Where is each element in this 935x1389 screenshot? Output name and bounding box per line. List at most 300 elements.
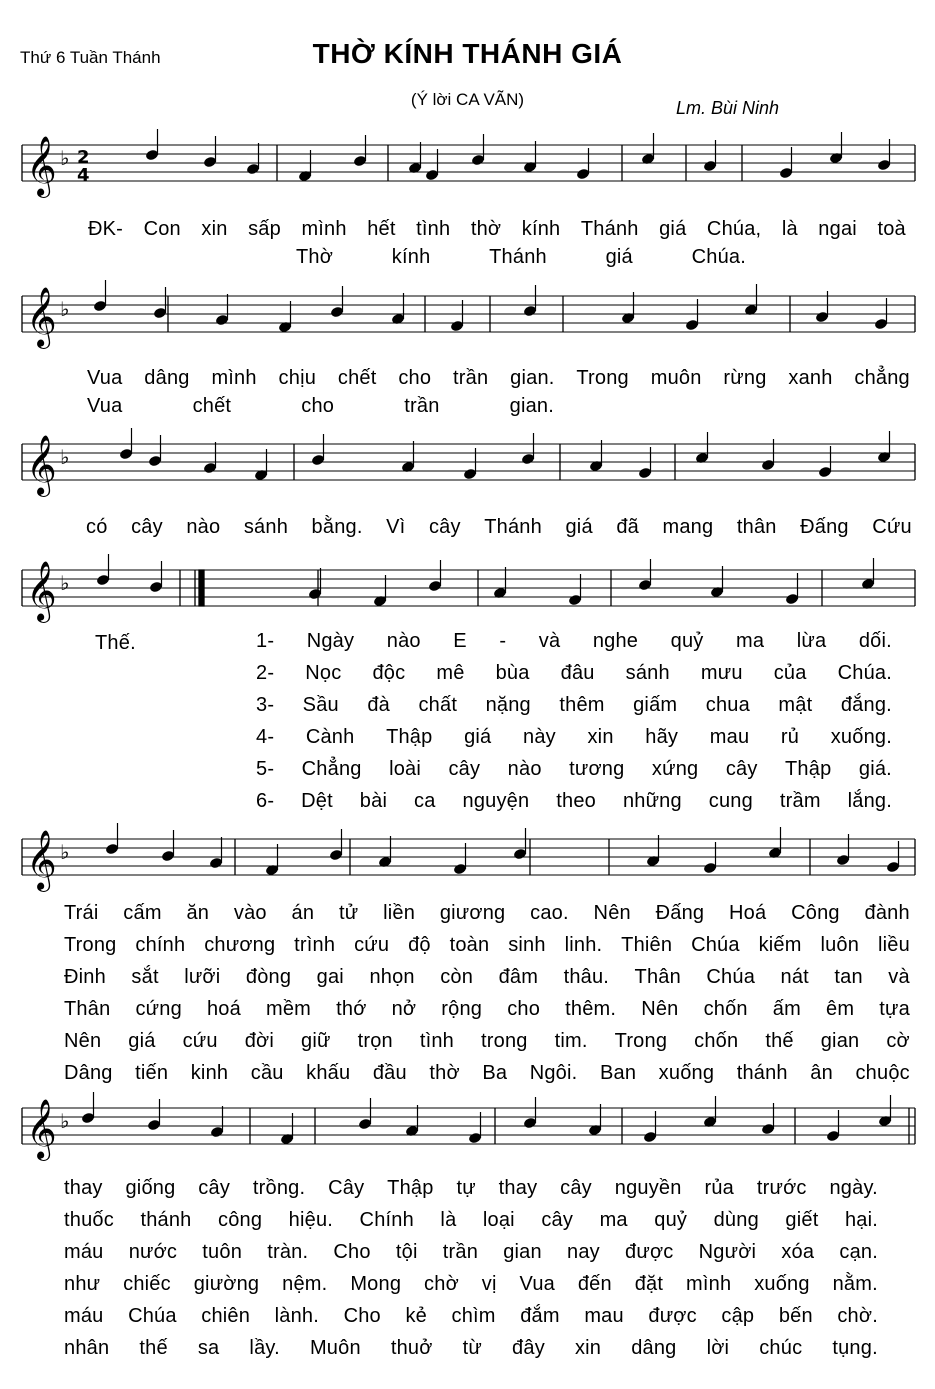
lyric-syllable: mình [686, 1273, 732, 1295]
treble-clef-icon: 𝄞 [26, 287, 57, 347]
lyric-syllable: gian [503, 1241, 542, 1263]
lyric-syllable: nhân [64, 1337, 110, 1359]
lyric-syllable: sa [197, 1337, 220, 1359]
lyric-syllable: đời [244, 1030, 275, 1052]
lyric-syllable: bằng. [311, 516, 363, 538]
lyric-syllable: ca [414, 790, 436, 812]
lyric-syllable: mềm [266, 998, 312, 1020]
lyric-syllable: xin [587, 726, 614, 748]
lyric-syllable: 2- [256, 662, 275, 684]
occasion-label: Thứ 6 Tuần Thánh [20, 48, 161, 67]
lyric-syllable: trần [442, 1241, 479, 1263]
lyric-syllable: Ban [599, 1062, 637, 1084]
lyric-syllable: chất [418, 694, 458, 716]
lyric-syllable: sấp [248, 218, 281, 240]
lyric-syllable: mê [436, 662, 465, 684]
lyric-syllable: Nên [593, 902, 631, 924]
lyric-syllable: trong [481, 1030, 528, 1052]
lyric-syllable: Cứu [872, 516, 912, 538]
lyric-syllable: đắm [520, 1305, 560, 1327]
lyric-syllable: thế [139, 1337, 168, 1359]
lyric-syllable: tựa [879, 998, 910, 1020]
lyric-syllable: Thập [386, 726, 433, 748]
lyric-syllable: thuốc [64, 1209, 114, 1231]
lyric-syllable: của [773, 662, 807, 684]
verse-line-b-6 [64, 1062, 910, 1085]
lyric-syllable: xứng [651, 758, 699, 780]
lyric-syllable: dùng [713, 1209, 759, 1231]
lyric-syllable: giá [565, 516, 593, 538]
lyric-syllable: Thánh [489, 246, 547, 268]
lyric-syllable: thêm [559, 694, 605, 716]
verse-line-a-4 [256, 726, 892, 749]
lyric-syllable: dâng [144, 367, 190, 389]
lyric-syllable: gian [820, 1030, 860, 1052]
lyric-syllable: chờ [424, 1273, 459, 1295]
lyric-syllable: thuở [390, 1337, 433, 1359]
verse-line-a-5 [256, 758, 892, 781]
lyric-syllable: thay [498, 1177, 538, 1199]
lyric-syllable: bến [778, 1305, 813, 1327]
lyric-syllable: toàn [449, 934, 490, 956]
lyric-syllable: nguyện [462, 790, 530, 812]
lyric-syllable: xuống [754, 1273, 810, 1295]
lyric-syllable: êm [826, 998, 855, 1020]
lyric-refrain-2b [87, 395, 554, 418]
lyric-syllable: Mong [350, 1273, 402, 1295]
lyric-syllable: Chẳng [301, 758, 362, 780]
lyric-syllable: chuộc [855, 1062, 910, 1084]
lyric-syllable: Chúa [128, 1305, 177, 1327]
lyric-syllable: thánh [140, 1209, 192, 1231]
lyric-syllable: Trong [64, 934, 117, 956]
lyric-syllable: theo [556, 790, 596, 812]
thick-barline [199, 570, 204, 606]
lyric-syllable: Dệt [301, 790, 333, 812]
verse-line-b-4 [64, 998, 910, 1021]
lyric-syllable: cây [428, 516, 461, 538]
lyric-syllable: Chúa. [691, 246, 746, 268]
lyric-syllable: Vua [87, 395, 123, 417]
lyric-syllable: kẻ [405, 1305, 427, 1327]
lyric-syllable: mang [662, 516, 714, 538]
treble-clef-icon: 𝄞 [26, 561, 57, 621]
lyric-syllable: Chúa [691, 934, 740, 956]
lyric-syllable: toà [877, 218, 906, 240]
lyric-syllable: giá [605, 246, 633, 268]
lyric-syllable: cứu [182, 1030, 218, 1052]
time-signature-top: 2 [77, 147, 90, 168]
lyric-syllable: nằm. [832, 1273, 878, 1295]
lyric-syllable: 1- [256, 630, 275, 652]
lyric-syllable: này [523, 726, 556, 748]
lyric-syllable: tử [338, 902, 359, 924]
verse-line-b-5 [64, 1030, 910, 1053]
lyric-syllable: nước [128, 1241, 178, 1263]
lyric-syllable: đến [577, 1273, 612, 1295]
lyric-syllable: giá [464, 726, 492, 748]
lyric-syllable: còn [440, 966, 474, 988]
lyric-syllable: Thờ [296, 246, 334, 268]
lyric-syllable: sắt [131, 966, 159, 988]
lyric-syllable: là [781, 218, 798, 240]
lyric-syllable: Vua [519, 1273, 555, 1295]
lyric-syllable: Thánh [580, 218, 639, 240]
lyric-syllable: ấm [772, 998, 801, 1020]
lyric-syllable: lừa [796, 630, 827, 652]
flat-key-signature-icon: ♭ [60, 146, 70, 170]
lyric-syllable: 4- [256, 726, 275, 748]
lyric-syllable: Muôn [309, 1337, 361, 1359]
lyric-syllable: cho [507, 998, 541, 1020]
verse-line-c-6 [64, 1337, 878, 1360]
verse-line-a-2 [256, 662, 892, 685]
lyric-syllable: nệm. [282, 1273, 328, 1295]
lyric-syllable: Thập [785, 758, 832, 780]
verse-line-c-1 [64, 1177, 878, 1200]
lyric-syllable: chết [337, 367, 377, 389]
lyric-syllable: thâu. [563, 966, 610, 988]
flat-key-signature-icon: ♭ [60, 445, 70, 469]
lyric-syllable: Ngày [306, 630, 355, 652]
lyric-syllable: ma [736, 630, 765, 652]
lyric-syllable: tương [569, 758, 625, 780]
lyric-syllable: Ngôi. [529, 1062, 578, 1084]
lyric-syllable: Chúa. [837, 662, 892, 684]
lyric-syllable: bùa [495, 662, 530, 684]
lyric-syllable: chúc [759, 1337, 803, 1359]
lyric-syllable: Nọc [305, 662, 342, 684]
lyric-syllable: cầu [250, 1062, 284, 1084]
verse-line-a-1 [256, 630, 892, 653]
lyric-syllable: nghe [592, 630, 639, 652]
lyric-syllable: Đấng [800, 516, 849, 538]
lyric-syllable: tim. [554, 1030, 588, 1052]
lyric-syllable: đâu [560, 662, 595, 684]
lyric-syllable: quỷ [670, 630, 704, 652]
verse-line-b-1 [64, 902, 910, 925]
lyric-syllable: là [440, 1209, 457, 1231]
lyric-syllable: chịu [278, 367, 317, 389]
lyric-syllable: tràn. [267, 1241, 309, 1263]
lyric-syllable: Con [143, 218, 181, 240]
lyric-syllable: linh. [564, 934, 603, 956]
flat-key-signature-icon: ♭ [60, 1109, 70, 1133]
lyric-syllable: muôn [650, 367, 702, 389]
lyric-syllable: dâng [631, 1337, 677, 1359]
lyric-syllable: những [622, 790, 682, 812]
lyric-syllable: 5- [256, 758, 275, 780]
lyric-syllable: ân [810, 1062, 833, 1084]
lyric-syllable: Trái [64, 902, 99, 924]
lyric-syllable: ĐK- [88, 218, 124, 240]
lyric-syllable: hiệu. [288, 1209, 334, 1231]
lyric-syllable: thế [765, 1030, 794, 1052]
lyric-syllable: chiếc [123, 1273, 171, 1295]
verse-line-c-5 [64, 1305, 878, 1328]
lyric-syllable: cây [725, 758, 758, 780]
lyric-syllable: hãy [645, 726, 679, 748]
lyric-syllable: Cành [305, 726, 355, 748]
lyric-syllable: giá [659, 218, 687, 240]
lyric-syllable: thánh [736, 1062, 788, 1084]
lyric-syllable: cập [721, 1305, 755, 1327]
lyric-syllable: cao. [530, 902, 569, 924]
lyric-syllable: trình [294, 934, 336, 956]
lyric-syllable: thờ [470, 218, 502, 240]
lyric-syllable: và [538, 630, 561, 652]
lyric-syllable: xóa [781, 1241, 815, 1263]
lyric-syllable: giường [193, 1273, 260, 1295]
lyric-syllable: đầu [372, 1062, 407, 1084]
verse-line-c-4 [64, 1273, 878, 1296]
lyric-syllable: Chúa, [706, 218, 762, 240]
lyric-syllable: trầm [779, 790, 821, 812]
lyric-syllable: loại [482, 1209, 515, 1231]
lyric-syllable: rủ [780, 726, 800, 748]
lyric-syllable: mật [778, 694, 813, 716]
lyric-syllable: chết [192, 395, 232, 417]
flat-key-signature-icon: ♭ [60, 840, 70, 864]
lyric-syllable: Vì [386, 516, 406, 538]
lyric-syllable: cứng [135, 998, 182, 1020]
lyric-syllable: tụng. [832, 1337, 878, 1359]
lyric-syllable: trồng. [252, 1177, 306, 1199]
lyric-syllable: mau [709, 726, 750, 748]
lyric-syllable: tiến [135, 1062, 169, 1084]
lyric-syllable: vị [481, 1273, 497, 1295]
lyric-syllable: đâm [498, 966, 539, 988]
lyric-syllable: ăn [186, 902, 210, 924]
lyric-syllable: độ [408, 934, 431, 956]
lyric-syllable: độc [372, 662, 406, 684]
lyric-syllable: Nên [64, 1030, 102, 1052]
lyric-syllable: dối. [858, 630, 892, 652]
lyric-syllable: Trong [614, 1030, 668, 1052]
lyric-syllable: thêm. [565, 998, 617, 1020]
song-subtitle: (Ý lời CA VÃN) [410, 90, 525, 109]
lyric-syllable: cứu [354, 934, 390, 956]
lyric-syllable: cho [301, 395, 335, 417]
lyric-syllable: chiên [201, 1305, 251, 1327]
lyric-syllable: sánh [625, 662, 670, 684]
lyric-syllable: Nên [641, 998, 679, 1020]
lyric-syllable: thân [736, 516, 777, 538]
lyric-syllable: nay [567, 1241, 600, 1263]
verse-line-c-3 [64, 1241, 878, 1264]
lyric-syllable: Chúa [706, 966, 756, 988]
lyric-syllable: 6- [256, 790, 275, 812]
lyric-syllable: liền [383, 902, 416, 924]
lyric-syllable: giá. [858, 758, 892, 780]
lyric-syllable: trọn [357, 1030, 393, 1052]
lyric-syllable: Người [698, 1241, 757, 1263]
lyric-syllable: nào [386, 630, 421, 652]
lyric-syllable: Cho [343, 1305, 381, 1327]
lyric-syllable: nát [780, 966, 809, 988]
lyric-syllable: có [86, 516, 108, 538]
lyric-syllable: nặng [485, 694, 531, 716]
lyric-syllable: Thánh [484, 516, 542, 538]
treble-clef-icon: 𝄞 [26, 136, 57, 196]
lyric-syllable: chương [204, 934, 276, 956]
lyric-syllable: Thân [64, 998, 111, 1020]
lyric-syllable: chốn [694, 1030, 739, 1052]
lyric-syllable: rủa [704, 1177, 734, 1199]
lyric-syllable: đòng [245, 966, 292, 988]
lyric-syllable: Thiên [621, 934, 673, 956]
lyric-syllable: và [888, 966, 910, 988]
lyric-syllable: chìm [451, 1305, 496, 1327]
lyric-syllable: vào [233, 902, 267, 924]
lyric-syllable: kính [391, 246, 431, 268]
lyric-syllable: Đinh [64, 966, 106, 988]
lyric-syllable: cho [398, 367, 432, 389]
verse-line-c-2 [64, 1209, 878, 1232]
lyric-syllable: Ba [482, 1062, 508, 1084]
lyric-syllable: chờ. [837, 1305, 878, 1327]
lyric-syllable: hại. [844, 1209, 878, 1231]
lyric-syllable: giá [128, 1030, 156, 1052]
lyric-syllable: đã [616, 516, 639, 538]
lyric-syllable: lời [706, 1337, 730, 1359]
lyric-syllable: đành [864, 902, 910, 924]
lyric-syllable: mình [301, 218, 347, 240]
lyric-syllable: cờ [886, 1030, 910, 1052]
lyric-syllable: Thập [387, 1177, 434, 1199]
lyric-syllable: như [64, 1273, 101, 1295]
lyric-syllable: xin [201, 218, 228, 240]
lyric-syllable: Vua [87, 367, 123, 389]
lyric-syllable: cây [560, 1177, 592, 1199]
lyric-syllable: chẳng [854, 367, 910, 389]
lyric-syllable: trần [404, 395, 440, 417]
lyric-syllable: nở [391, 998, 417, 1020]
lyric-syllable: trần [453, 367, 489, 389]
lyric-syllable: gian. [510, 367, 555, 389]
lyric-syllable: quỷ [654, 1209, 688, 1231]
lyric-syllable: cạn. [839, 1241, 878, 1263]
lyric-syllable: được [625, 1241, 674, 1263]
lyric-syllable: thay [64, 1177, 103, 1199]
lyric-syllable: bài [359, 790, 388, 812]
lyric-syllable: xuống [658, 1062, 715, 1084]
lyric-syllable: trước [756, 1177, 807, 1199]
lyric-syllable: Cây [328, 1177, 365, 1199]
verse-line-b-2 [64, 934, 910, 957]
lyric-syllable: luôn [820, 934, 860, 956]
lyric-syllable: ma [599, 1209, 628, 1231]
lyric-syllable: từ [462, 1337, 482, 1359]
lyric-syllable: thớ [336, 998, 367, 1020]
lyric-syllable: xin [574, 1337, 602, 1359]
lyric-syllable: tuôn [202, 1241, 243, 1263]
lyric-syllable: công [218, 1209, 263, 1231]
composer-credit: Lm. Bùi Ninh [676, 98, 780, 118]
lyric-syllable: chính [135, 934, 186, 956]
lyric-syllable: máu [64, 1241, 104, 1263]
lyric-syllable: hoá [206, 998, 241, 1020]
lyric-syllable: tan [834, 966, 863, 988]
lyric-syllable: giống [125, 1177, 176, 1199]
treble-clef-icon: 𝄞 [26, 1099, 57, 1159]
lyric-syllable: đà [367, 694, 390, 716]
lyric-syllable: Công [791, 902, 840, 924]
lyric-syllable: Trong [576, 367, 629, 389]
lyric-syllable: Chính [359, 1209, 414, 1231]
lyric-syllable: đặt [634, 1273, 664, 1295]
lyric-syllable: tự [456, 1177, 476, 1199]
lyric-syllable: đắng. [840, 694, 892, 716]
lyric-syllable: máu [64, 1305, 104, 1327]
lyric-syllable: giết [785, 1209, 819, 1231]
lyric-syllable: giương [439, 902, 506, 924]
lyric-syllable: Cho [333, 1241, 371, 1263]
lyric-syllable: xuống. [830, 726, 892, 748]
lyric-syllable: án [291, 902, 315, 924]
lyric-syllable: mình [211, 367, 257, 389]
lyric-syllable: ngai [818, 218, 857, 240]
lyric-syllable: cung [708, 790, 753, 812]
lyric-refrain-1b [296, 246, 746, 269]
lyric-syllable: chốn [703, 998, 748, 1020]
lyric-refrain-1a [88, 218, 906, 241]
lyric-syllable: mưu [700, 662, 743, 684]
lyric-syllable: giữ [301, 1030, 331, 1052]
lyric-syllable: cây [448, 758, 481, 780]
lyric-syllable: rộng [441, 998, 483, 1020]
lyric-syllable: Thân [634, 966, 681, 988]
lyric-syllable: gian. [509, 395, 554, 417]
lyric-syllable: ngày. [829, 1177, 878, 1199]
lyric-syllable: xanh [788, 367, 833, 389]
lyric-syllable: 3- [256, 694, 275, 716]
lyric-syllable: cây [131, 516, 163, 538]
lyric-syllable: rừng [723, 367, 767, 389]
song-title: THỜ KÍNH THÁNH GIÁ [312, 38, 623, 69]
lyric-syllable: - [499, 630, 507, 652]
lyric-syllable: mau [584, 1305, 624, 1327]
lyric-syllable: Hoá [729, 902, 767, 924]
lyric-syllable: chua [705, 694, 750, 716]
lyric-syllable: gai [316, 966, 344, 988]
lyric-syllable: sánh [243, 516, 289, 538]
lyric-syllable: được [648, 1305, 697, 1327]
lyric-syllable: nhọn [369, 966, 415, 988]
lyric-syllable: tình [419, 1030, 455, 1052]
lyric-syllable: E [453, 630, 467, 652]
lyric-syllable: thờ [429, 1062, 460, 1084]
lyric-syllable: giấm [633, 694, 678, 716]
treble-clef-icon: 𝄞 [26, 830, 57, 890]
lyric-syllable: sinh [508, 934, 546, 956]
lyric-syllable: tội [395, 1241, 418, 1263]
lyric-syllable: nào [507, 758, 542, 780]
flat-key-signature-icon: ♭ [60, 571, 70, 595]
lyric-syllable: nào [186, 516, 221, 538]
lyric-syllable: Sầu [302, 694, 339, 716]
lyric-syllable: lành. [274, 1305, 320, 1327]
lyric-syllable: nguyền [614, 1177, 682, 1199]
lyric-syllable: lưỡi [184, 966, 221, 988]
lyric-syllable: lầy. [249, 1337, 280, 1359]
lyric-syllable: Dâng [64, 1062, 113, 1084]
lyric-syllable: khấu [306, 1062, 351, 1084]
lyric-syllable: kiếm [758, 934, 802, 956]
lyric-syllable: kính [521, 218, 561, 240]
lyric-syllable: lắng. [847, 790, 892, 812]
verse-line-b-3 [64, 966, 910, 989]
